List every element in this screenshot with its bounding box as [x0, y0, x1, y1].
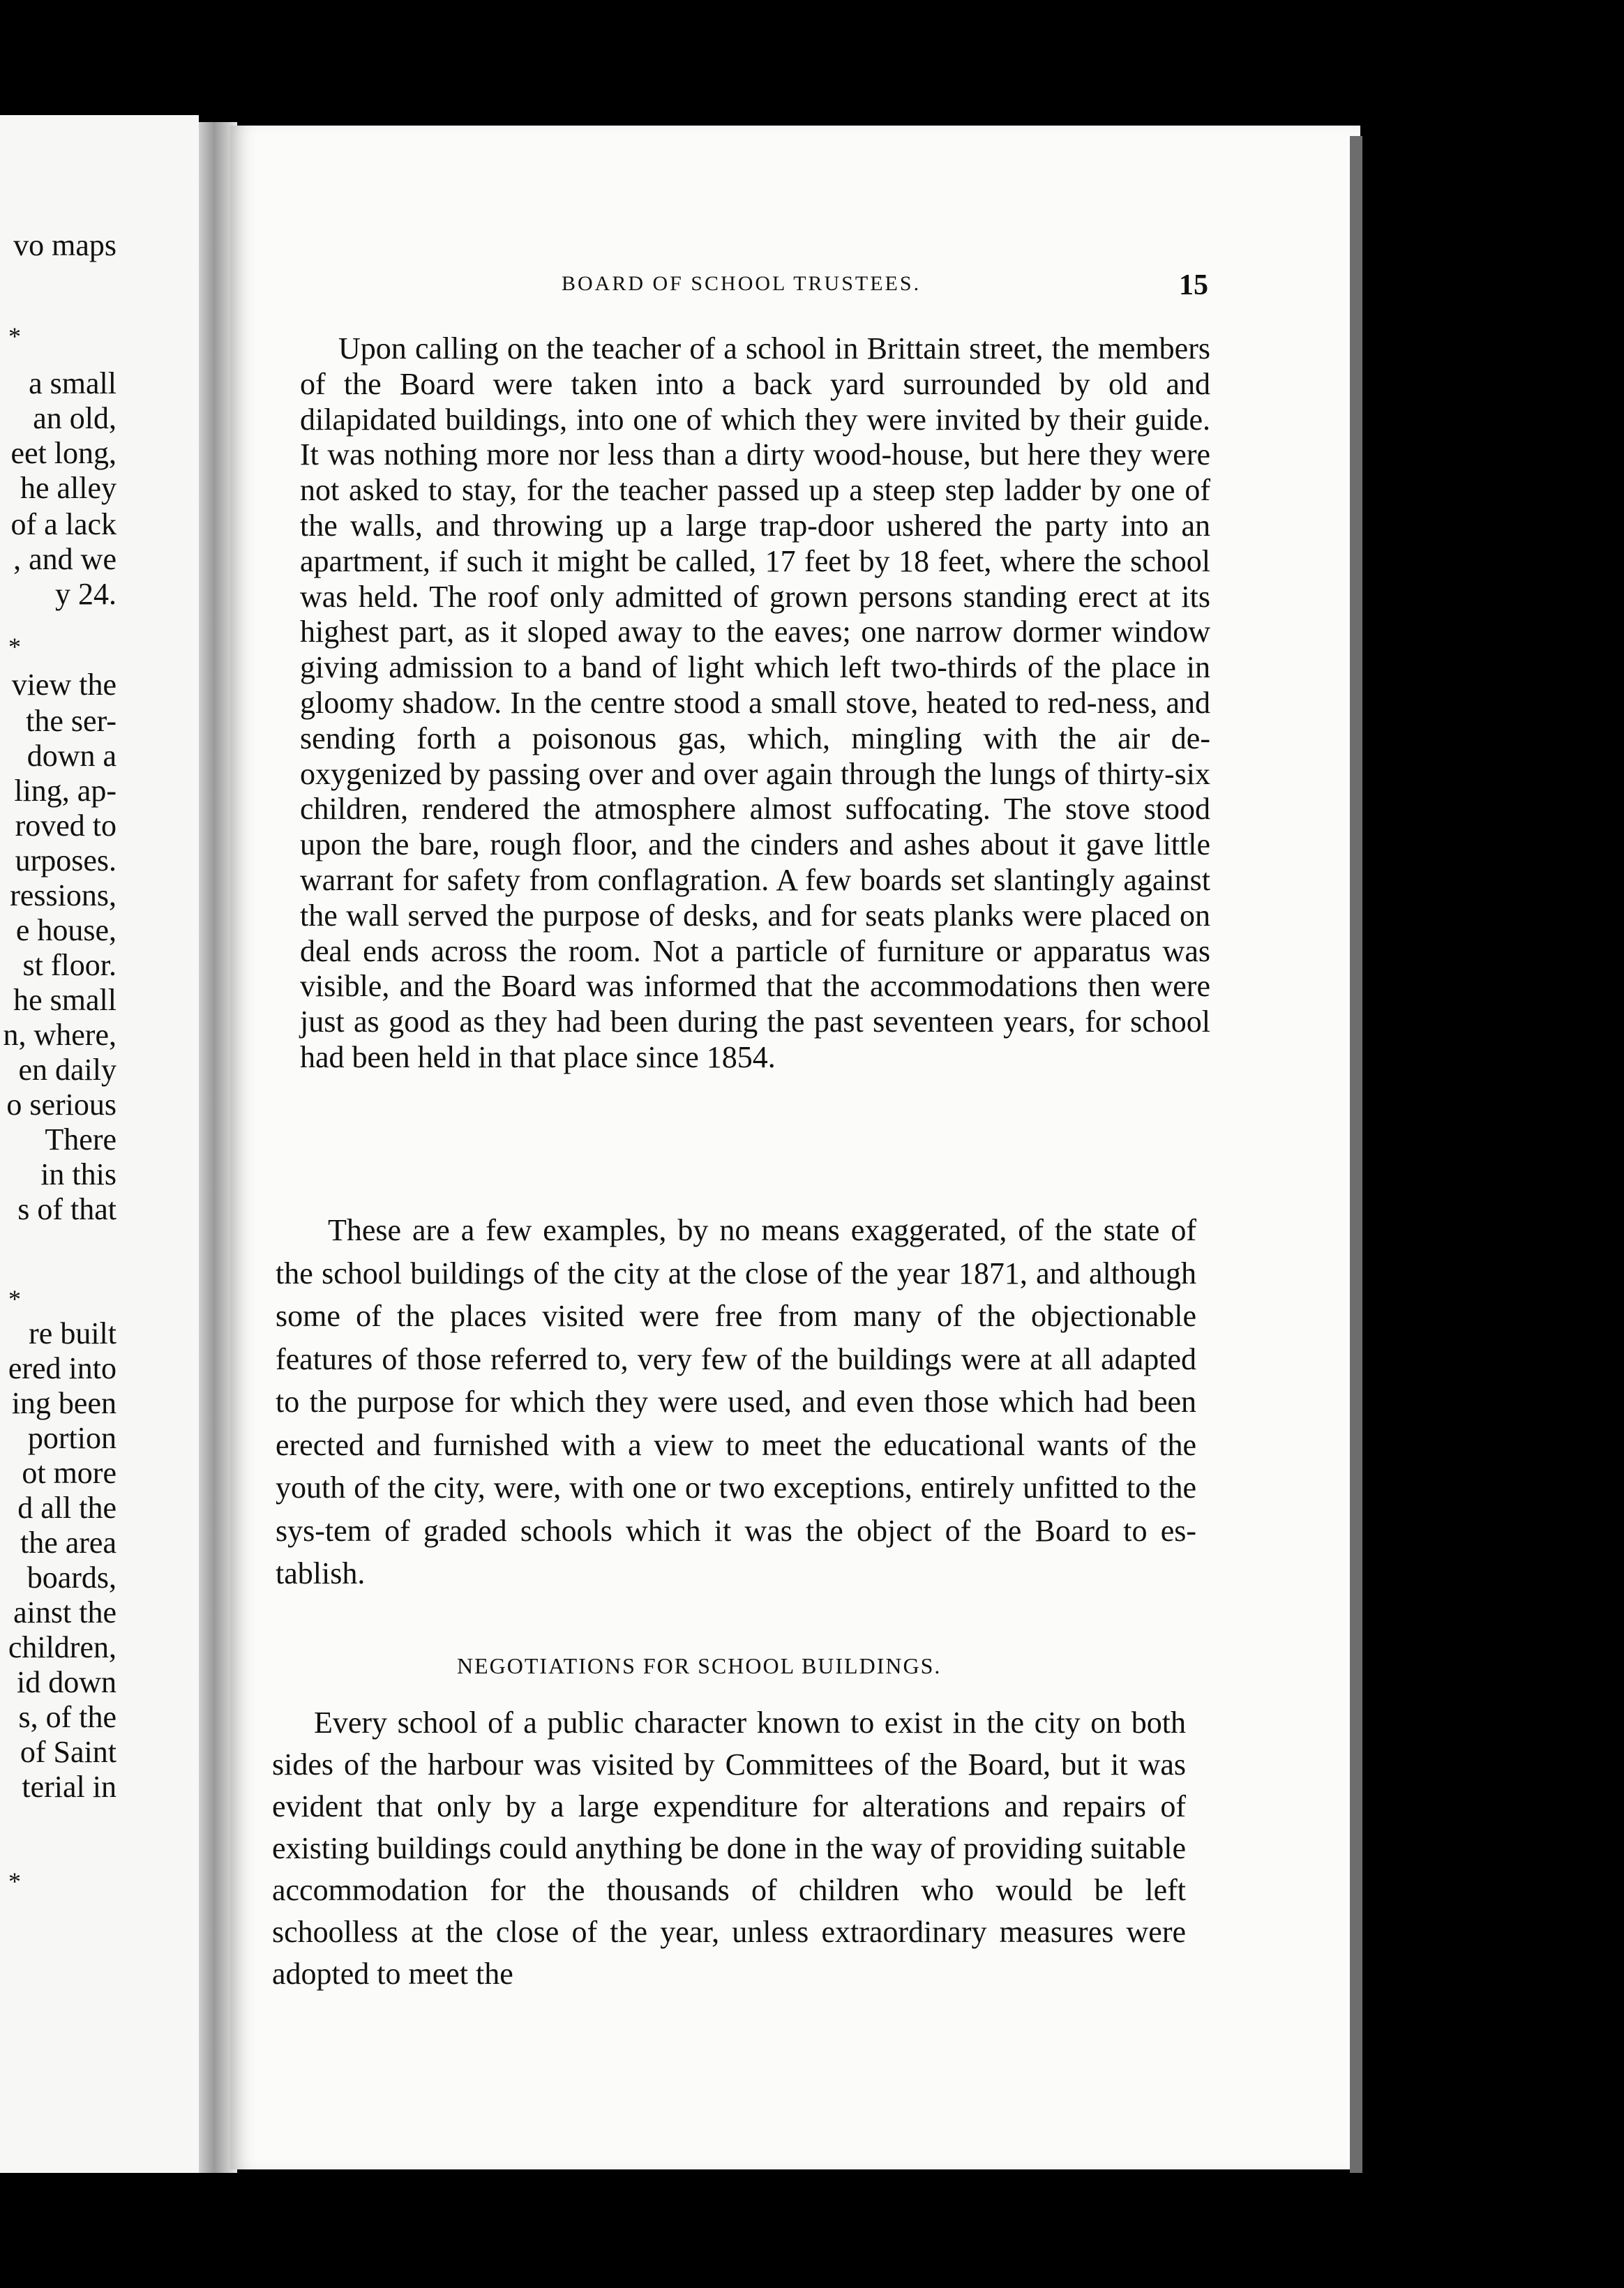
left-page-line: d all the: [17, 1491, 116, 1525]
left-page-line: the area: [20, 1526, 116, 1560]
left-page-line: terial in: [22, 1770, 116, 1804]
left-page-line: *: [8, 322, 21, 350]
left-page-line: id down: [17, 1665, 116, 1699]
left-page-line: st floor.: [22, 948, 116, 982]
left-page-line: the ser-: [26, 704, 116, 738]
left-page-line: e house,: [15, 913, 116, 947]
left-page-line: re built: [29, 1316, 116, 1350]
running-title: BOARD OF SCHOOL TRUSTEES.: [562, 272, 922, 295]
left-page-line: ot more: [22, 1456, 116, 1490]
left-page-line: s, of the: [18, 1700, 116, 1734]
left-page-line: There: [45, 1122, 116, 1157]
left-page-line: boards,: [27, 1560, 116, 1595]
left-page-line: ling, ap-: [14, 774, 116, 808]
left-page-line: eet long,: [10, 436, 116, 470]
left-page-line: vo maps: [13, 228, 116, 262]
left-page-line: ressions,: [10, 878, 116, 912]
left-page-line: ing been: [11, 1386, 116, 1420]
left-page-line: of Saint: [20, 1735, 116, 1769]
left-page-line: portion: [27, 1421, 116, 1455]
left-page-line: *: [8, 1285, 21, 1313]
left-page-line: s of that: [17, 1192, 116, 1226]
page-number: 15: [1179, 269, 1208, 301]
left-page-line: view the: [11, 668, 116, 702]
left-page-line: n, where,: [3, 1018, 116, 1052]
left-page-line: y 24.: [55, 577, 116, 611]
left-page-fragment: [0, 115, 199, 2173]
left-page-line: a small: [29, 366, 116, 400]
left-page-line: *: [8, 1867, 21, 1895]
left-page-line: down a: [27, 739, 116, 773]
page-edge: [1350, 136, 1362, 2173]
left-page-line: urposes.: [15, 843, 116, 878]
left-page-line: an old,: [33, 401, 116, 435]
left-page-line: en daily: [18, 1053, 116, 1087]
left-page-line: ered into: [8, 1351, 116, 1385]
left-page-line: in this: [40, 1157, 116, 1191]
paragraph-1: Upon calling on the teacher of a school in Brittain street, the members of the Board were taken into a back yard surrounded by old and dilapidated buildings, into one of which they were invited by their guide. It was nothing more nor less than a dirty wood-house, but here they were not asked to stay, for the teacher passed up a steep step ladder by one of the walls, and throwing up a large trap-door ushered the party into an apartment, if such it might be called, 17 feet by 18 feet, where the school was held. The roof only admitted of grown persons standing erect at its highest part, as it sloped away to the eaves; one narrow dormer window giving admission to a band of light which left two-thirds of the place in gloomy shadow. In the centre stood a small stove, heated to red-ness, and sending forth a poisonous gas, which, mingling with the air de-oxygenized by passing over and over again through the lungs of thirty-six children, rendered the atmosphere almost suffocating. The stove stood upon the bare, rough floor, and the cinders and ashes about it gave little warrant for safety from conflagration. A few boards set slantingly against the wall served the purpose of desks, and for seats planks were placed on deal ends across the room. Not a particle of furniture or apparatus was visible, and the Board was informed that the accommodations then were just as good as they had been during the past seventeen years, for school had been held in that place since 1854.: [300, 331, 1210, 1074]
paragraph-3: Every school of a public character known to exist in the city on both sides of the harbour was visited by Committees of the Board, but it was evident that only by a large expenditure for alterations and repairs of existing buildings could anything be done in the way of providing suitable accommodation for the thousands of children who would be left schoolless at the close of the year, unless extraordinary measures were adopted to meet the: [272, 1706, 1186, 1991]
left-page-line: children,: [8, 1630, 116, 1664]
left-page-line: ainst the: [13, 1595, 116, 1630]
section-heading: NEGOTIATIONS FOR SCHOOL BUILDINGS.: [457, 1653, 942, 1678]
left-page-line: of a lack: [10, 507, 116, 541]
paragraph-2: These are a few examples, by no means exaggerated, of the state of the school buildings of the city at the close of the year 1871, and although some of the places visited were free from many of the objectionable features of those referred to, very few of the buildings were at all adapted to the purpose for which they were used, and even those which had been erected and furnished with a view to meet the educational wants of the youth of the city, were, with one or two exceptions, entirely unfitted to the sys-tem of graded schools which it was the object of the Board to es-tablish.: [276, 1213, 1196, 1590]
left-page-line: he alley: [20, 471, 116, 505]
left-page-line: *: [8, 633, 21, 661]
left-page-line: he small: [13, 983, 116, 1017]
left-page-line: o serious: [6, 1087, 116, 1122]
left-page-line: , and we: [13, 542, 116, 576]
left-page-line: roved to: [15, 808, 116, 843]
